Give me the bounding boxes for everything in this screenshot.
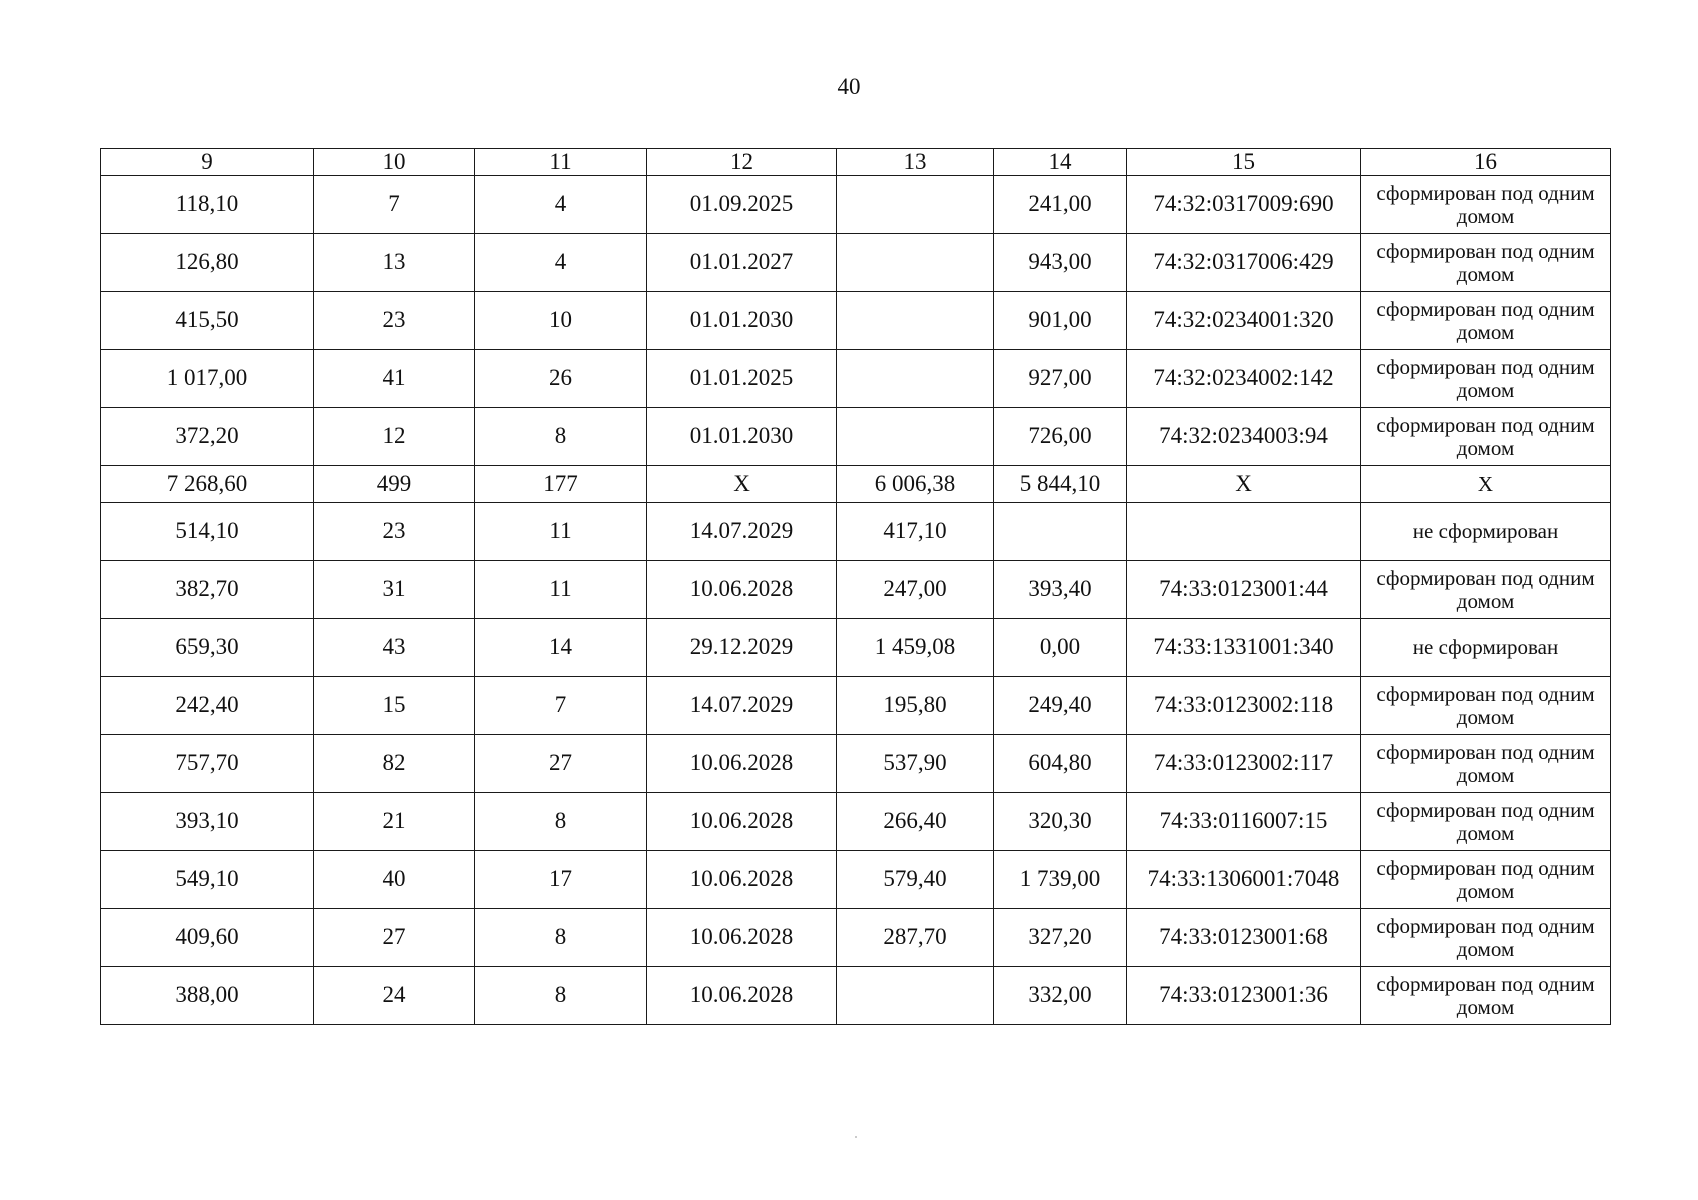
table-cell: 74:33:1331001:340 — [1127, 619, 1361, 677]
column-header: 10 — [314, 149, 475, 176]
table-row — [101, 909, 1611, 967]
table-cell: 247,00 — [837, 561, 994, 619]
table-cell: 8 — [475, 967, 647, 1025]
table-cell: сформирован под одним домом — [1361, 909, 1611, 967]
table-cell: сформирован под одним домом — [1361, 851, 1611, 909]
table-cell: 409,60 — [101, 909, 314, 967]
table-cell: 6 006,38 — [837, 466, 994, 503]
table-cell: 393,10 — [101, 793, 314, 851]
table-cell: 388,00 — [101, 967, 314, 1025]
table-cell: 15 — [314, 677, 475, 735]
table-cell: сформирован под одним домом — [1361, 292, 1611, 350]
table-cell: 327,20 — [994, 909, 1127, 967]
table-cell: 1 739,00 — [994, 851, 1127, 909]
table-row — [101, 503, 1611, 561]
table-cell: 31 — [314, 561, 475, 619]
table-cell: 29.12.2029 — [647, 619, 837, 677]
table-cell: 7 — [314, 176, 475, 234]
table-cell: 17 — [475, 851, 647, 909]
table-cell: 74:33:0123001:36 — [1127, 967, 1361, 1025]
table-cell: 01.01.2025 — [647, 350, 837, 408]
table-cell: 901,00 — [994, 292, 1127, 350]
table-cell: 11 — [475, 561, 647, 619]
table-row — [101, 561, 1611, 619]
table-cell: 579,40 — [837, 851, 994, 909]
scan-speck — [855, 1136, 857, 1138]
table-cell: 74:33:0123002:118 — [1127, 677, 1361, 735]
table-cell: 10.06.2028 — [647, 793, 837, 851]
table-cell: 659,30 — [101, 619, 314, 677]
table-cell: 26 — [475, 350, 647, 408]
table-row — [101, 466, 1611, 503]
table-cell: 01.01.2030 — [647, 292, 837, 350]
table-cell: X — [1127, 466, 1361, 503]
table-row — [101, 735, 1611, 793]
table-cell: 41 — [314, 350, 475, 408]
page-number: 40 — [837, 74, 861, 99]
table-cell: 01.01.2027 — [647, 234, 837, 292]
table-cell — [837, 967, 994, 1025]
table-cell: 13 — [314, 234, 475, 292]
table-cell: 177 — [475, 466, 647, 503]
table-cell: 242,40 — [101, 677, 314, 735]
table-cell: 927,00 — [994, 350, 1127, 408]
column-header: 11 — [475, 149, 647, 176]
table-cell: 7 268,60 — [101, 466, 314, 503]
table-cell: 393,40 — [994, 561, 1127, 619]
table-cell: 14.07.2029 — [647, 677, 837, 735]
table-cell: 249,40 — [994, 677, 1127, 735]
table-cell: 118,10 — [101, 176, 314, 234]
table-cell: 241,00 — [994, 176, 1127, 234]
table-cell: 74:33:1306001:7048 — [1127, 851, 1361, 909]
table-cell: 10.06.2028 — [647, 909, 837, 967]
table-row — [101, 619, 1611, 677]
table-cell: сформирован под одним домом — [1361, 561, 1611, 619]
table-cell: 1 459,08 — [837, 619, 994, 677]
table-cell: 23 — [314, 503, 475, 561]
table-cell: 10.06.2028 — [647, 735, 837, 793]
table-cell: 74:33:0123002:117 — [1127, 735, 1361, 793]
table-cell: 382,70 — [101, 561, 314, 619]
table-cell: 5 844,10 — [994, 466, 1127, 503]
table-cell — [837, 292, 994, 350]
table-cell: 8 — [475, 793, 647, 851]
table-cell: 74:33:0116007:15 — [1127, 793, 1361, 851]
table-cell: сформирован под одним домом — [1361, 735, 1611, 793]
table-cell: 10.06.2028 — [647, 561, 837, 619]
data-table — [100, 148, 1611, 1025]
table-cell: 23 — [314, 292, 475, 350]
table-cell: сформирован под одним домом — [1361, 234, 1611, 292]
table-row — [101, 967, 1611, 1025]
table-cell: 10.06.2028 — [647, 967, 837, 1025]
column-header: 12 — [647, 149, 837, 176]
table-cell: 8 — [475, 909, 647, 967]
table-cell: 604,80 — [994, 735, 1127, 793]
table-cell: 4 — [475, 234, 647, 292]
table-row — [101, 851, 1611, 909]
table-cell: 0,00 — [994, 619, 1127, 677]
table-row — [101, 292, 1611, 350]
column-header: 9 — [101, 149, 314, 176]
table-cell: 21 — [314, 793, 475, 851]
column-header: 15 — [1127, 149, 1361, 176]
table-row — [101, 408, 1611, 466]
table-cell: 11 — [475, 503, 647, 561]
table-cell: 332,00 — [994, 967, 1127, 1025]
table-cell: 287,70 — [837, 909, 994, 967]
table-cell: 24 — [314, 967, 475, 1025]
table-cell — [837, 234, 994, 292]
table-cell: 1 017,00 — [101, 350, 314, 408]
table-cell: не сформирован — [1361, 503, 1611, 561]
table-row — [101, 793, 1611, 851]
table-cell: сформирован под одним домом — [1361, 793, 1611, 851]
table-cell: 74:32:0234003:94 — [1127, 408, 1361, 466]
table-cell: 01.01.2030 — [647, 408, 837, 466]
table-cell: 372,20 — [101, 408, 314, 466]
table-cell: 514,10 — [101, 503, 314, 561]
table-cell: 320,30 — [994, 793, 1127, 851]
table-cell: 417,10 — [837, 503, 994, 561]
table-cell: 74:32:0317006:429 — [1127, 234, 1361, 292]
table-cell: 01.09.2025 — [647, 176, 837, 234]
table-cell: 74:32:0234002:142 — [1127, 350, 1361, 408]
table-cell: 4 — [475, 176, 647, 234]
table-cell: 14.07.2029 — [647, 503, 837, 561]
table-cell: 537,90 — [837, 735, 994, 793]
table-cell: X — [647, 466, 837, 503]
table-cell: 43 — [314, 619, 475, 677]
table-cell — [1127, 503, 1361, 561]
table-cell: 126,80 — [101, 234, 314, 292]
table-cell: 415,50 — [101, 292, 314, 350]
table-cell: сформирован под одним домом — [1361, 350, 1611, 408]
table-cell: 74:32:0317009:690 — [1127, 176, 1361, 234]
table-cell: 266,40 — [837, 793, 994, 851]
table-cell: 8 — [475, 408, 647, 466]
table-cell: сформирован под одним домом — [1361, 408, 1611, 466]
column-header: 16 — [1361, 149, 1611, 176]
table-cell: 82 — [314, 735, 475, 793]
table-cell: 27 — [475, 735, 647, 793]
table-header-row — [101, 149, 1611, 176]
table-cell: 499 — [314, 466, 475, 503]
table-cell: 757,70 — [101, 735, 314, 793]
table-cell: 549,10 — [101, 851, 314, 909]
table-row — [101, 176, 1611, 234]
table-cell: 943,00 — [994, 234, 1127, 292]
table-body — [101, 176, 1611, 1025]
table-cell — [994, 503, 1127, 561]
table-cell — [837, 408, 994, 466]
table-cell: сформирован под одним домом — [1361, 967, 1611, 1025]
table-cell — [837, 176, 994, 234]
table-cell: 10 — [475, 292, 647, 350]
table-cell: 195,80 — [837, 677, 994, 735]
table-row — [101, 350, 1611, 408]
column-header: 14 — [994, 149, 1127, 176]
table-cell: 12 — [314, 408, 475, 466]
column-header: 13 — [837, 149, 994, 176]
table-cell: сформирован под одним домом — [1361, 677, 1611, 735]
table-cell: 74:33:0123001:68 — [1127, 909, 1361, 967]
table-cell: 27 — [314, 909, 475, 967]
table-cell — [837, 350, 994, 408]
table-row — [101, 234, 1611, 292]
table-cell: 40 — [314, 851, 475, 909]
table-cell: 10.06.2028 — [647, 851, 837, 909]
table-cell: 726,00 — [994, 408, 1127, 466]
table-cell: X — [1361, 466, 1611, 503]
table-cell: сформирован под одним домом — [1361, 176, 1611, 234]
table-cell: 74:32:0234001:320 — [1127, 292, 1361, 350]
table-cell: не сформирован — [1361, 619, 1611, 677]
table-cell: 14 — [475, 619, 647, 677]
table-row — [101, 677, 1611, 735]
table-cell: 74:33:0123001:44 — [1127, 561, 1361, 619]
table-cell: 7 — [475, 677, 647, 735]
